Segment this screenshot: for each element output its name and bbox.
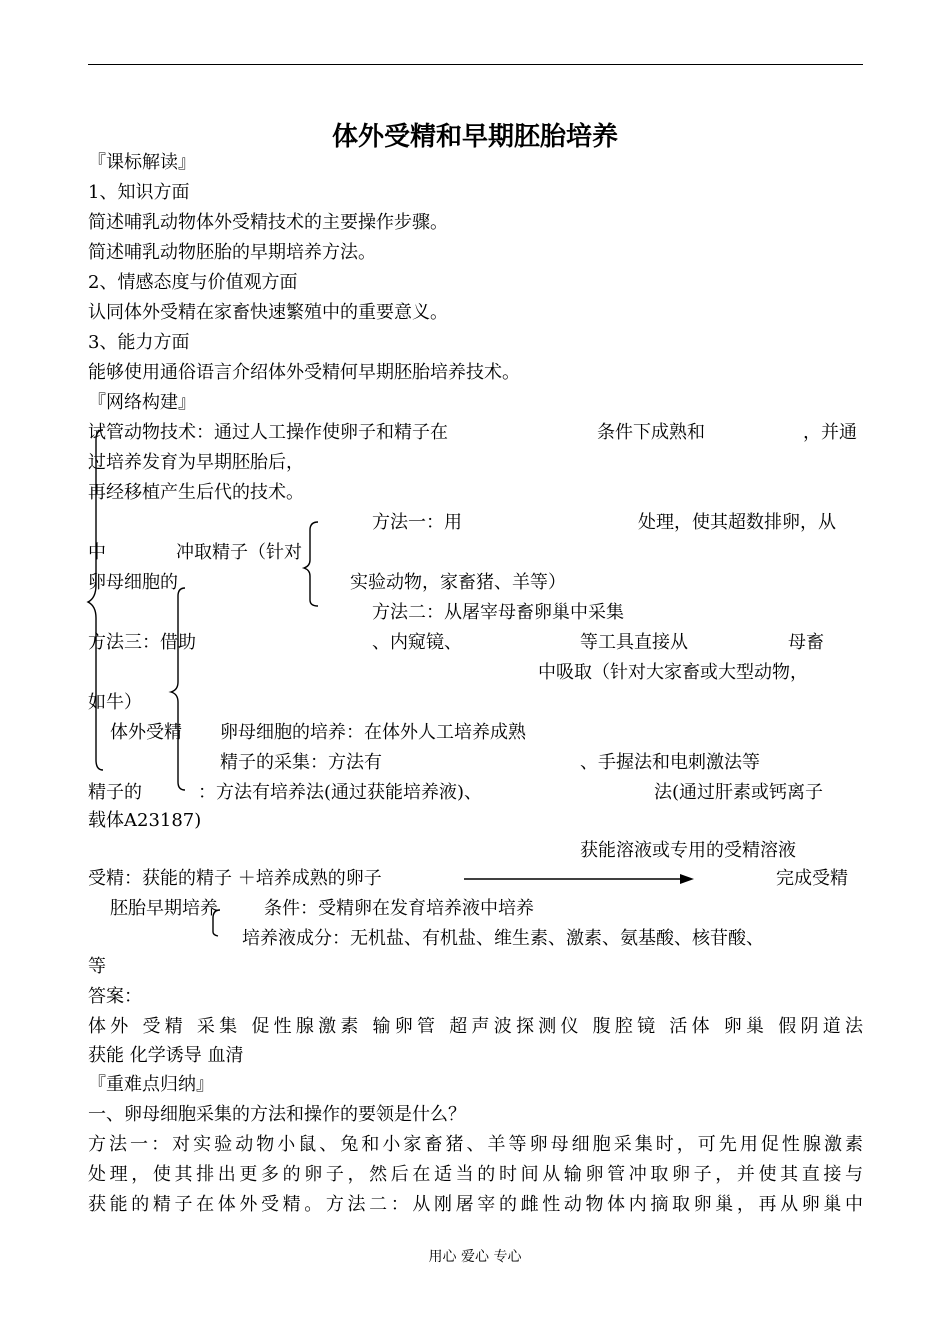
oocyte-collection-label: 卵母细胞的 [88,572,178,593]
embryo-culture-medium: 培养液成分：无机盐、有机盐、维生素、激素、氨基酸、核苷酸、 [242,928,764,949]
header-rule [88,64,863,65]
knowledge-line-1: 简述哺乳动物体外受精技术的主要操作步骤。 [88,212,448,233]
method-1-b: 处理，使其超数排卵，从 [638,512,836,533]
method-1-e: 实验动物，家畜猪、羊等） [350,572,566,593]
answer-paragraph-line-1: 方法一：对实验动物小鼠、兔和小家畜猪、羊等卵母细胞采集时，可先用促性腺激素 [88,1134,863,1155]
ivf-label: 体外受精 [110,722,182,743]
sperm-capacitation-c: 法(通过肝素或钙离子 [654,782,824,803]
method-2: 方法二：从屠宰母畜卵巢中采集 [372,602,624,623]
outer-left-brace [88,430,103,770]
fertilization-b: 完成受精 [776,868,848,889]
page-footer: 用心 爱心 专心 [428,1249,522,1265]
question-1: 一、卵母细胞采集的方法和操作的要领是什么？ [88,1104,466,1125]
definition-line-1a: 试管动物技术：通过人工操作使卵子和精子在 [88,422,448,443]
embryo-culture-condition: 条件：受精卵在发育培养液中培养 [264,898,534,919]
sperm-collection-b: 、手握法和电刺激法等 [580,752,760,773]
definition-line-1c: ，并通 [803,422,857,443]
method-3-f: 如牛） [88,692,142,713]
oocyte-collection-brace [171,588,185,790]
embryo-culture-label: 胚胎早期培养 [110,898,218,919]
answer-heading: 答案： [88,986,142,1007]
section-heading-wlgj: 『网络构建』 [88,392,196,413]
attitude-line-1: 认同体外受精在家畜快速繁殖中的重要意义。 [88,302,448,323]
definition-line-3: 再经移植产生后代的技术。 [88,482,304,503]
fertilization-arrow-head [680,874,694,884]
method-1-a: 方法一：用 [372,512,462,533]
definition-line-1b: 条件下成熟和 [597,422,705,443]
ability-line-1: 能够使用通俗语言介绍体外受精何早期胚胎培养技术。 [88,362,520,383]
method-3-c: 等工具直接从 [580,632,688,653]
fertilization-a: 受精：获能的精子 ＋培养成熟的卵子 [88,868,382,889]
answer-line-1: 体外 受精 采集 促性腺激素 输卵管 超声波探测仪 腹腔镜 活体 卵巢 假阴道法 [88,1016,863,1037]
section-heading-zndgn: 『重难点归纳』 [88,1074,214,1095]
knowledge-heading: 1、知识方面 [88,182,190,203]
method-3-d: 母畜 [788,632,824,653]
answer-paragraph-line-3: 获能的精子在体外受精。方法二：从刚屠宰的雌性动物体内摘取卵巢，再从卵巢中 [88,1194,863,1215]
method-3-a: 方法三：借助 [88,632,196,653]
ability-heading: 3、能力方面 [88,332,190,353]
attitude-heading: 2、情感态度与价值观方面 [88,272,298,293]
sperm-capacitation-d: 载体A23187) [88,810,202,831]
oocyte-culture: 卵母细胞的培养：在体外人工培养成熟 [220,722,526,743]
sperm-capacitation-b: ：方法有培养法(通过获能培养液)、 [198,782,483,803]
sperm-collection-a: 精子的采集：方法有 [220,752,382,773]
page-title: 体外受精和早期胚胎培养 [331,122,618,152]
method-options-brace [304,522,318,606]
section-heading-kbjd: 『课标解读』 [88,152,196,173]
method-3-b: 、内窥镜、 [372,632,462,653]
definition-line-2: 过培养发育为早期胚胎后， [88,452,304,473]
arrow-label: 获能溶液或专用的受精溶液 [580,840,796,861]
answer-paragraph-line-2: 处理，使其排出更多的卵子，然后在适当的时间从输卵管冲取卵子，并使其直接与 [88,1164,863,1185]
method-1-c: 中 [88,542,106,563]
answer-line-2: 获能 化学诱导 血清 [88,1045,244,1066]
method-3-e: 中吸取（针对大家畜或大型动物， [538,662,808,683]
knowledge-line-2: 简述哺乳动物胚胎的早期培养方法。 [88,242,376,263]
method-1-d: 冲取精子（针对 [176,542,302,563]
embryo-culture-medium-2: 等 [88,956,106,977]
sperm-capacitation-a: 精子的 [88,782,142,803]
